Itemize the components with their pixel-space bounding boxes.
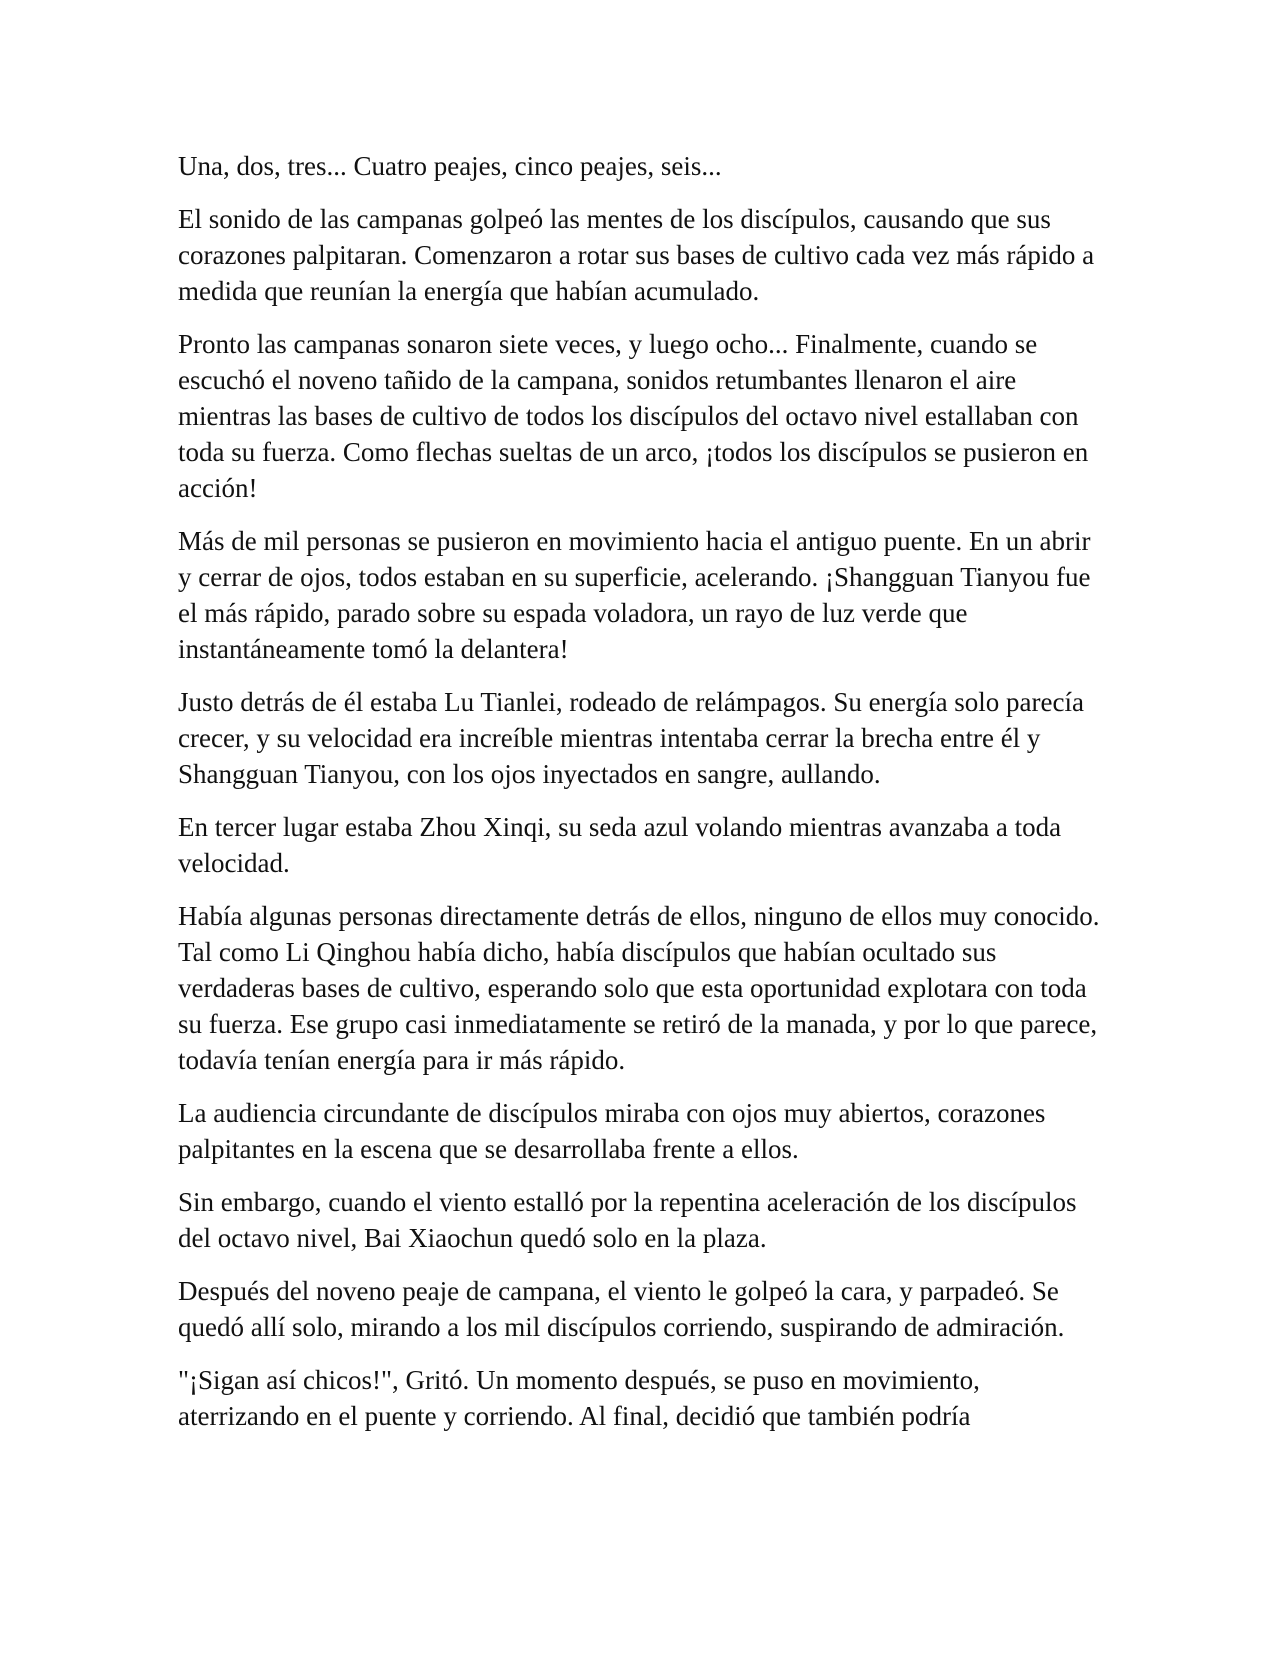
- document-page: [178, 148, 1108, 1451]
- paragraph-11: "¡Sigan así chicos!", Gritó. Un momento después, se puso en movimiento, aterrizando en el puente y corriendo. Al final, decidió que también podría: [178, 1365, 980, 1431]
- paragraph-7: Había algunas personas directamente detrás de ellos, ninguno de ellos muy conocido. Tal como Li Qinghou había dicho, había discípulos que habían ocultado sus verdaderas bases de cultivo, esperando solo que esta oportunidad explotara con toda su fuerza. Ese grupo casi inmediatamente se retiró de la manada, y por lo que parece, todavía tenían energía para ir más rápido.: [178, 901, 1100, 1075]
- paragraph-3: Pronto las campanas sonaron siete veces, y luego ocho... Finalmente, cuando se escuchó el noveno tañido de la campana, sonidos retumbantes llenaron el aire mientras las bases de cultivo de todos los discípulos del octavo nivel estallaban con toda su fuerza. Como flechas sueltas de un arco, ¡todos los discípulos se pusieron en acción!: [178, 329, 1089, 503]
- paragraph-10: Después del noveno peaje de campana, el viento le golpeó la cara, y parpadeó. Se quedó allí solo, mirando a los mil discípulos corriendo, suspirando de admiración.: [178, 1276, 1065, 1342]
- paragraph-2: El sonido de las campanas golpeó las mentes de los discípulos, causando que sus corazones palpitaran. Comenzaron a rotar sus bases de cultivo cada vez más rápido a medida que reunían la energía que habían acumulado.: [178, 204, 1095, 306]
- paragraph-1: Una, dos, tres... Cuatro peajes, cinco peajes, seis...: [178, 151, 722, 181]
- paragraph-4: Más de mil personas se pusieron en movimiento hacia el antiguo puente. En un abrir y cerrar de ojos, todos estaban en su superficie, acelerando. ¡Shangguan Tianyou fue el más rápido, parado sobre su espada voladora, un rayo de luz verde que instantáneamente tomó la delantera!: [178, 526, 1091, 664]
- paragraph-6: En tercer lugar estaba Zhou Xinqi, su seda azul volando mientras avanzaba a toda velocidad.: [178, 812, 1062, 878]
- paragraph-8: La audiencia circundante de discípulos miraba con ojos muy abiertos, corazones palpitantes en la escena que se desarrollaba frente a ellos.: [178, 1098, 1046, 1164]
- paragraph-5: Justo detrás de él estaba Lu Tianlei, rodeado de relámpagos. Su energía solo parecía crecer, y su velocidad era increíble mientras intentaba cerrar la brecha entre él y Shangguan Tianyou, con los ojos inyectados en sangre, aullando.: [178, 687, 1084, 789]
- paragraph-9: Sin embargo, cuando el viento estalló por la repentina aceleración de los discípulos del octavo nivel, Bai Xiaochun quedó solo en la plaza.: [178, 1187, 1077, 1253]
